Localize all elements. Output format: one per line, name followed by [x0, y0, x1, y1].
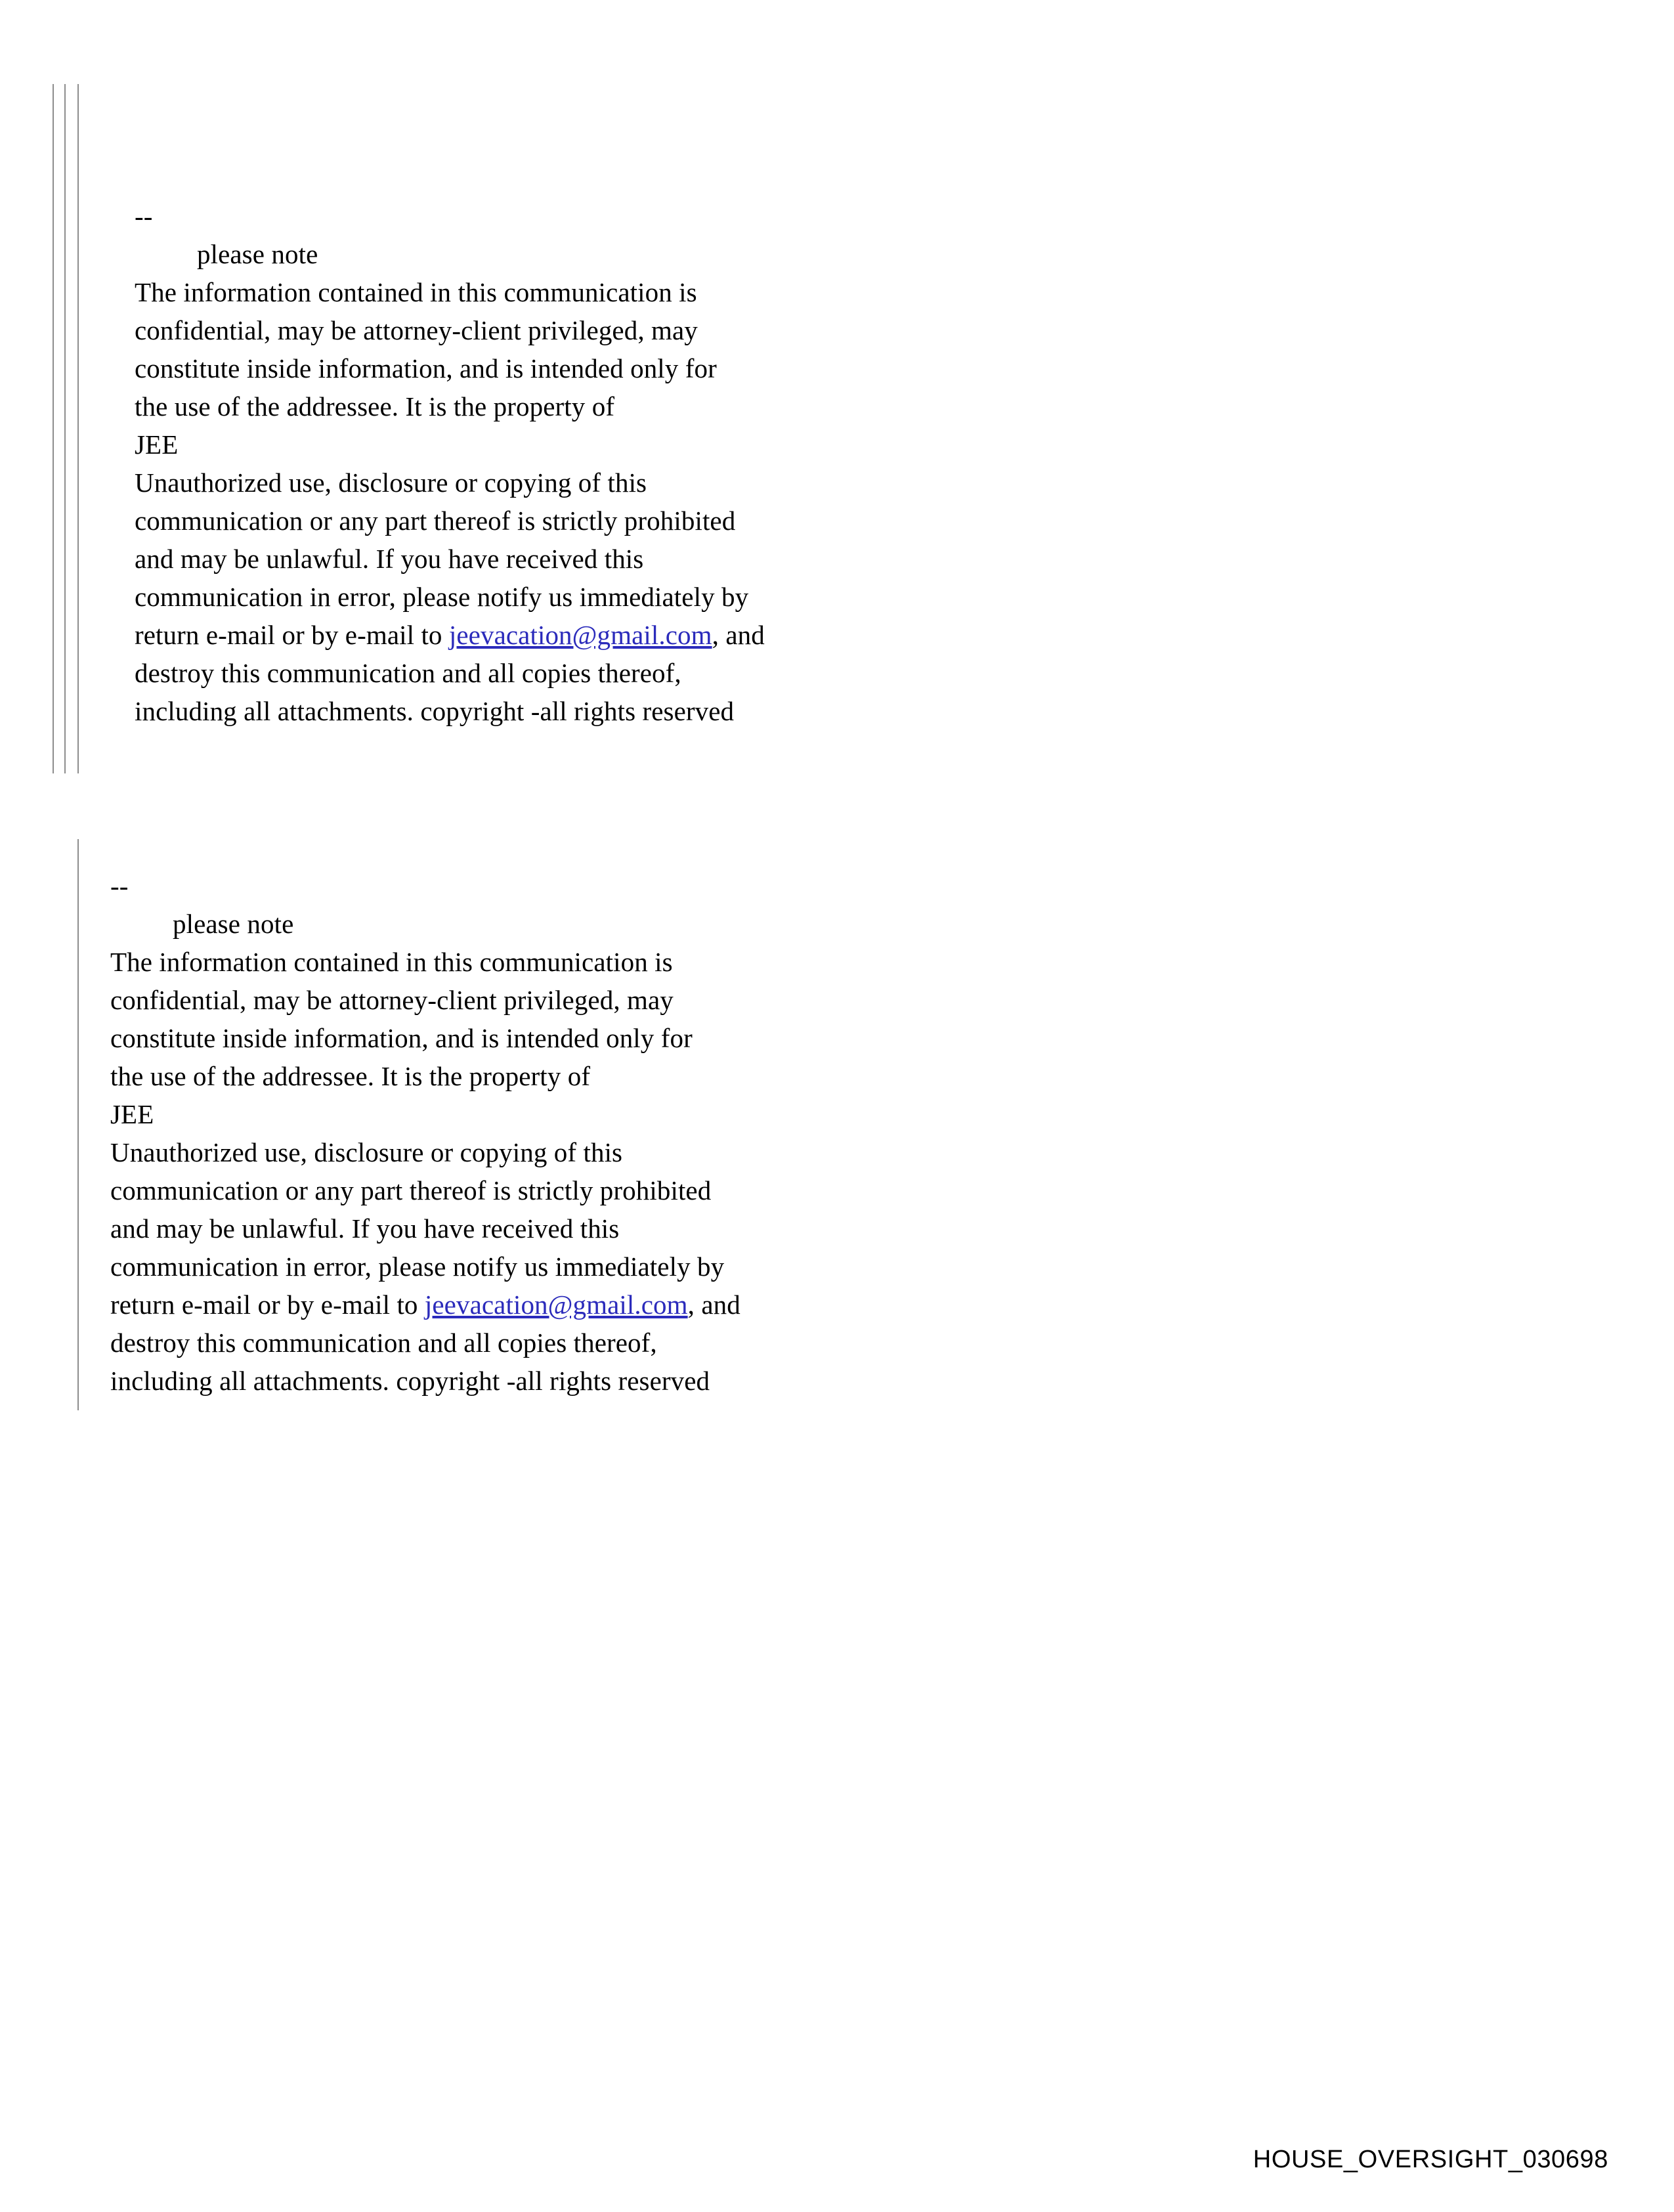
company-initials: JEE — [110, 1099, 154, 1129]
disclaimer-line: the use of the addressee. It is the property of — [110, 1061, 591, 1091]
please-note-line: please note — [197, 239, 318, 269]
disclaimer-line: communication in error, please notify us immediately by — [135, 582, 749, 612]
disclaimer-line: including all attachments. copyright -all rights reserved — [110, 1366, 710, 1396]
disclaimer-line: Unauthorized use, disclosure or copying of this — [110, 1137, 623, 1167]
disclaimer-line: constitute inside information, and is intended only for — [135, 353, 717, 383]
disclaimer-line: destroy this communication and all copies thereof, — [110, 1328, 657, 1358]
text-before-email: return e-mail or by e-mail to — [110, 1290, 425, 1320]
disclaimer-line: and may be unlawful. If you have received this — [135, 544, 644, 574]
signature-separator: -- — [110, 871, 129, 901]
quote-bars-block-1 — [53, 84, 98, 773]
text-after-email: , and — [712, 620, 765, 650]
disclaimer-line: communication or any part thereof is strictly prohibited — [110, 1175, 712, 1205]
disclaimer-block-2 — [110, 867, 931, 1400]
please-note-line: please note — [173, 909, 294, 939]
disclaimer-line-with-email — [135, 616, 955, 654]
disclaimer-line: constitute inside information, and is intended only for — [110, 1023, 693, 1053]
disclaimer-line: confidential, may be attorney-client privileged, may — [110, 985, 674, 1015]
text-before-email: return e-mail or by e-mail to — [135, 620, 449, 650]
disclaimer-line: The information contained in this communication is — [110, 947, 673, 977]
disclaimer-line: the use of the addressee. It is the property of — [135, 391, 615, 422]
quote-bar — [77, 84, 79, 773]
quote-bar — [53, 84, 54, 773]
disclaimer-line: The information contained in this communication is — [135, 277, 697, 307]
quote-bar — [64, 84, 66, 773]
disclaimer-line-with-email — [110, 1286, 931, 1324]
disclaimer-line: Unauthorized use, disclosure or copying of this — [135, 467, 647, 498]
signature-separator: -- — [135, 201, 153, 231]
disclaimer-line: communication or any part thereof is strictly prohibited — [135, 506, 736, 536]
disclaimer-line: including all attachments. copyright -all rights reserved — [135, 696, 735, 726]
disclaimer-line: and may be unlawful. If you have received this — [110, 1213, 620, 1244]
disclaimer-line: confidential, may be attorney-client privileged, may — [135, 315, 698, 345]
disclaimer-line: destroy this communication and all copies thereof, — [135, 658, 681, 688]
quote-bar-block-2 — [77, 839, 79, 1410]
bates-stamp: HOUSE_OVERSIGHT_030698 — [1253, 2146, 1608, 2173]
email-link[interactable]: jeevacation@gmail.com — [424, 1290, 688, 1320]
email-link[interactable]: jeevacation@gmail.com — [448, 620, 712, 650]
disclaimer-block-1 — [135, 197, 955, 730]
company-initials: JEE — [135, 429, 179, 460]
text-after-email: , and — [687, 1290, 740, 1320]
disclaimer-line: communication in error, please notify us immediately by — [110, 1251, 725, 1282]
